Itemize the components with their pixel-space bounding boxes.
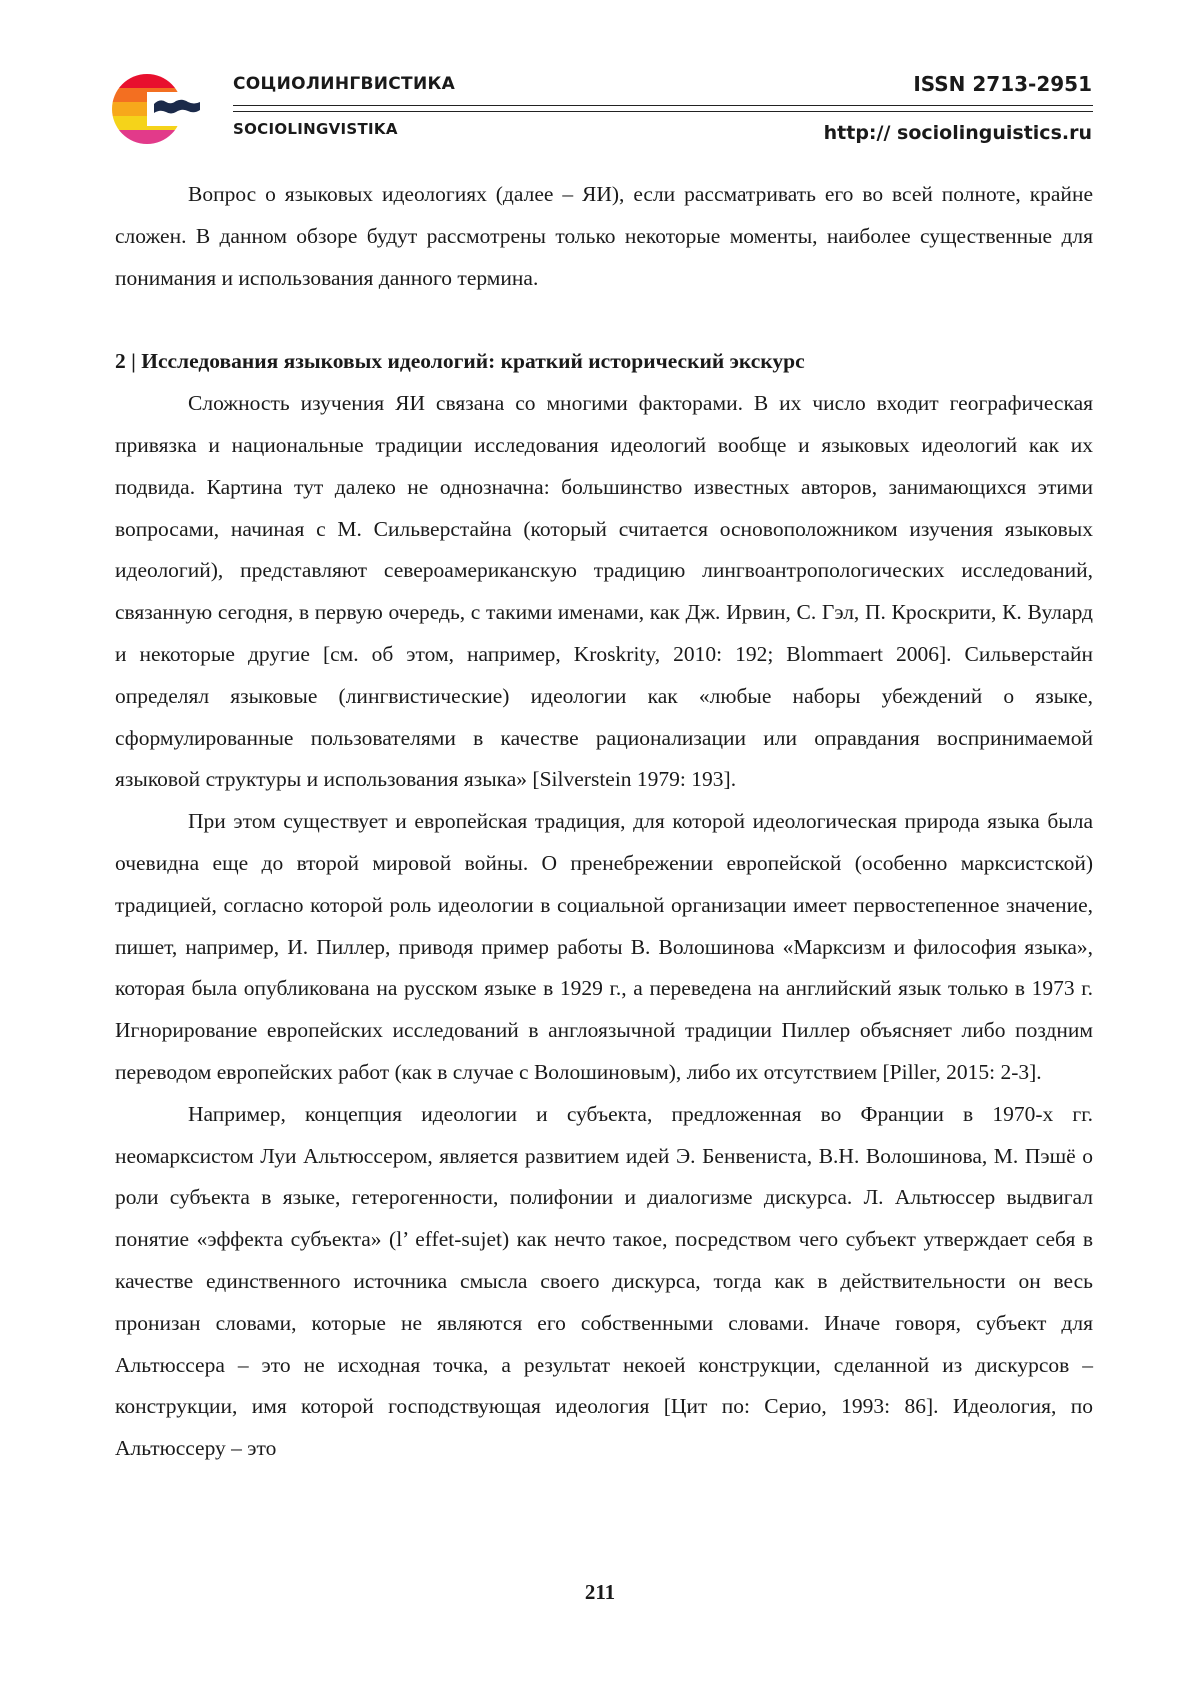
journal-title-en: SOCIOLINGVISTIKA [233,120,398,138]
body-paragraph: Например, концепция идеологии и субъекта, предложенная во Франции в 1970-х гг. неомарксистом Луи Альтюссером, является развитием идей Э. Бенвениста, В.Н. Волошинова, М. Пэшё о роли субъекта в языке, гетерогенности, полифонии и диалогизме дискурса. Л. Альтюссер выдвигал понятие «эффекта субъекта» (l’ effet-sujet) как нечто такое, посредством чего субъект утверждает себя в качестве единственного источника смысла своего дискурса, тогда как в действительности он весь пронизан словами, которые не являются его собственными словами. Иначе говоря, субъект для Альтюссера – это не исходная точка, а результат некоей конструкции, сделанной из дискурсов – конструкции, имя которой господствующая идеология [Цит по: Серио, 1993: 86]. Идеология, по Альтюссеру – это [115,1101,1093,1461]
body-paragraph: Сложность изучения ЯИ связана со многими факторами. В их число входит географическая привязка и национальные традиции исследования идеологий вообще и языковых идеологий как их подвида. Картина тут далеко не однозначна: большинство известных авторов, занимающихся этими вопросами, начиная с М. Сильверстайна (который считается основоположником изучения языковых идеологий), представляют североамериканскую традицию лингвоантропологических исследований, связанную сегодня, в первую очередь, с такими именами, как Дж. Ирвин, С. Гэл, П. Кроскрити, К. Вулард и некоторые другие [см. об этом, например, Kroskrity, 2010: 192; Blommaert 2006]. Сильверстайн определял языковые (лингвистические) идеологии как «любые наборы убеждений о языке, сформулированные пользователями в качестве рационализации или оправдания воспринимаемой языковой структуры и использования языка» [Silverstein 1979: 193]. [115,391,1093,792]
issn-label: ISSN 2713-2951 [913,72,1092,96]
page-number: 211 [584,1580,616,1604]
body-paragraph: Вопрос о языковых идеологиях (далее – ЯИ), если рассматривать его во всей полноте, крайне сложен. В данном обзоре будут рассмотрены только некоторые моменты, наиболее существенные для понимания и использования данного термина. [115,182,1093,290]
section-heading: 2 | Исследования языковых идеологий: краткий исторический экскурс [115,349,805,374]
article-body [115,174,1093,1470]
body-paragraph: При этом существует и европейская традиция, для которой идеологическая природа языка была очевидна еще до второй мировой войны. О пренебрежении европейской (особенно марксистской) традицией, согласно которой роль идеологии в социальной организации имеет первостепенное значение, пишет, например, И. Пиллер, приводя пример работы В. Волошинова «Марксизм и философия языка», которая была опубликована на русском языке в 1929 г., а переведена на английский язык только в 1973 г. Игнорирование европейских исследований в англоязычной традиции Пиллер объясняет либо поздним переводом европейских работ (как в случае с Волошиновым), либо их отсутствием [Piller, 2015: 2-3]. [115,809,1093,1084]
website-link[interactable]: http:// sociolinguistics.ru [823,122,1092,144]
journal-logo-icon [112,74,212,144]
journal-title-ru: СОЦИОЛИНГВИСТИКА [233,74,456,94]
header-rule-top [233,105,1093,106]
header-rule-bottom [233,111,1093,112]
page-header [0,0,1200,160]
